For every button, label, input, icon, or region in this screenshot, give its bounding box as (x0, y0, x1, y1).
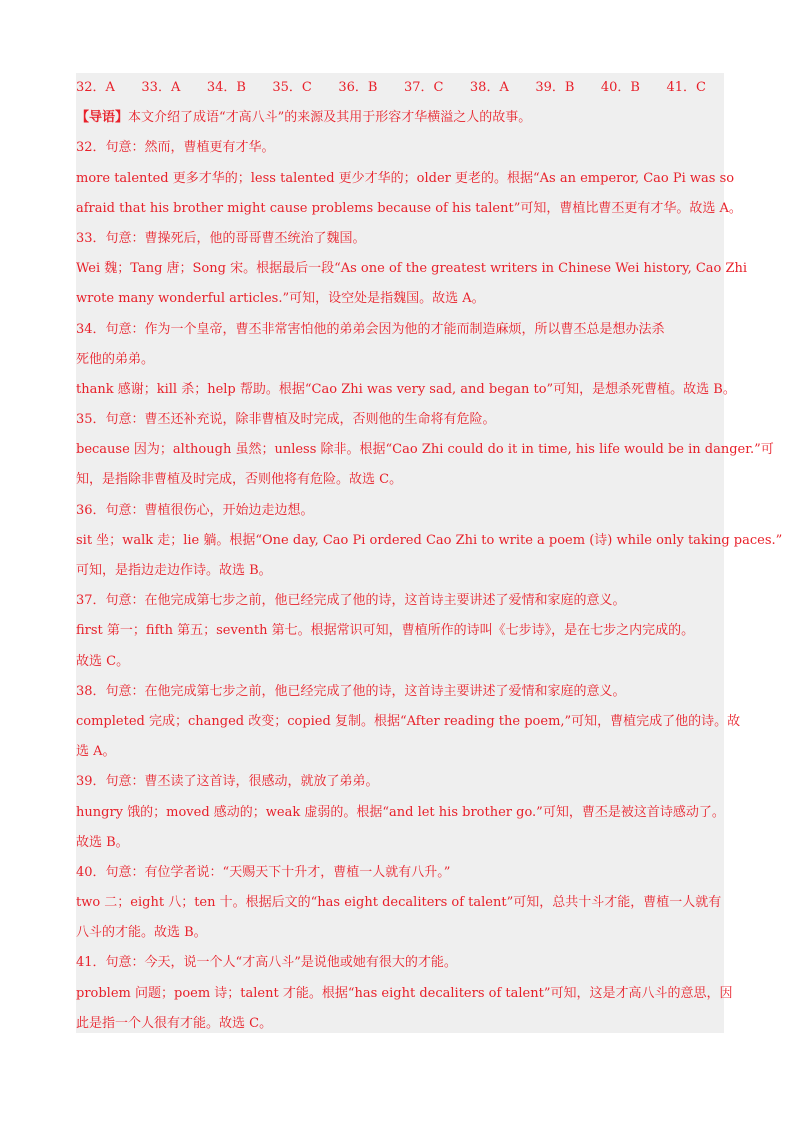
answer-41: 41．C (666, 80, 706, 95)
text-line: Wei 魏；Tang 唐；Song 宋。根据最后一段“As one of the greatest writers in Chinese Wei history, Cao Zhi (76, 261, 748, 277)
text-line: 33．句意：曹操死后，他的哥哥曹丕统治了魏国。 (76, 230, 366, 246)
text-line: 36．句意：曹植很伤心，开始边走边想。 (76, 502, 314, 518)
text-line: because 因为；although 虽然；unless 除非。根据“Cao Zhi could do it in time, his life would be in danger.”可 (76, 442, 774, 458)
text-line: 35．句意：曹丕还补充说，除非曹植及时完成，否则他的生命将有危险。 (76, 412, 496, 428)
text-line: 故选 C。 (76, 653, 130, 669)
answer-32: 32．A (76, 80, 115, 95)
text-line: 死他的弟弟。 (76, 351, 155, 367)
answer-39: 39．B (535, 80, 575, 95)
text-line: wrote many wonderful articles.”可知，设空处是指魏国。故选 A。 (76, 291, 485, 307)
lead-tag: 【导语】 (76, 110, 129, 126)
text-line: 41．句意：今天，说一个人“才高八斗”是说他或她有很大的才能。 (76, 955, 457, 971)
lead-paragraph (76, 103, 726, 133)
text-line: 故选 B。 (76, 834, 129, 850)
text-line: 知，是指除非曹植及时完成，否则他将有危险。故选 C。 (76, 472, 403, 488)
text-line: 选 A。 (76, 744, 116, 760)
answer-38: 38．A (469, 80, 509, 95)
text-line: problem 问题；poem 诗；talent 才能。根据“has eight decaliters of talent”可知，这是才高八斗的意思，因 (76, 985, 733, 1001)
lead-text: 本文介绍了成语“才高八斗”的来源及其用于形容才华横溢之人的故事。 (128, 110, 532, 126)
text-line: 40．句意：有位学者说：“天赐天下十升才，曹植一人就有八升。” (76, 864, 451, 880)
text-line: 此是指一个人很有才能。故选 C。 (76, 1015, 273, 1031)
text-line: 可知，是指边走边作诗。故选 B。 (76, 563, 272, 578)
text-line: completed 完成；changed 改变；copied 复制。根据“After reading the poem,”可知，曹植完成了他的诗。故 (76, 713, 741, 729)
text-line: 38．句意：在他完成第七步之前，他已经完成了他的诗，这首诗主要讲述了爱情和家庭的意义。 (76, 683, 626, 699)
answer-34: 34．B (206, 80, 246, 95)
text-line: two 二；eight 八；ten 十。根据后文的“has eight decaliters of talent”可知，总共十斗才能，曹植一人就有 (76, 895, 722, 911)
answer-36: 36．B (338, 80, 378, 95)
text-line: more talented 更多才华的；less talented 更少才华的；older 更老的。根据“As an emperor, Cao Pi was so (76, 170, 735, 186)
answer-33: 33．A (141, 80, 181, 95)
text-line: 37．句意：在他完成第七步之前，他已经完成了他的诗，这首诗主要讲述了爱情和家庭的意义。 (76, 593, 626, 609)
text-line: 39．句意：曹丕读了这首诗，很感动，就放了弟弟。 (76, 774, 379, 790)
text-line: sit 坐；walk 走；lie 躺。根据“One day, Cao Pi ordered Cao Zhi to write a poem (诗) while only taking paces.” (76, 532, 783, 548)
answer-37: 37．C (403, 80, 444, 95)
answer-35: 35．C (272, 80, 312, 95)
text-line: hungry 饿的；moved 感动的；weak 虚弱的。根据“and let his brother go.”可知，曹丕是被这首诗感动了。 (76, 804, 725, 820)
text-line: afraid that his brother might cause problems because of his talent”可知，曹植比曹丕更有才华。故选 A。 (76, 200, 742, 216)
answer-explanations (76, 73, 783, 1039)
text-line: 34．句意：作为一个皇帝，曹丕非常害怕他的弟弟会因为他的才能而制造麻烦，所以曹丕总是想办法杀 (76, 321, 665, 337)
answer-40: 40．B (600, 80, 640, 95)
text-line: 八斗的才能。故选 B。 (76, 925, 207, 941)
text-line: thank 感谢；kill 杀；help 帮助。根据“Cao Zhi was very sad, and began to”可知，是想杀死曹植。故选 B。 (76, 381, 736, 397)
text-line: first 第一；fifth 第五；seventh 第七。根据常识可知，曹植所作的诗叫《七步诗》，是在七步之内完成的。 (76, 623, 695, 639)
text-line: 32．句意：然而，曹植更有才华。 (76, 140, 275, 156)
answer-key-row (76, 73, 726, 103)
